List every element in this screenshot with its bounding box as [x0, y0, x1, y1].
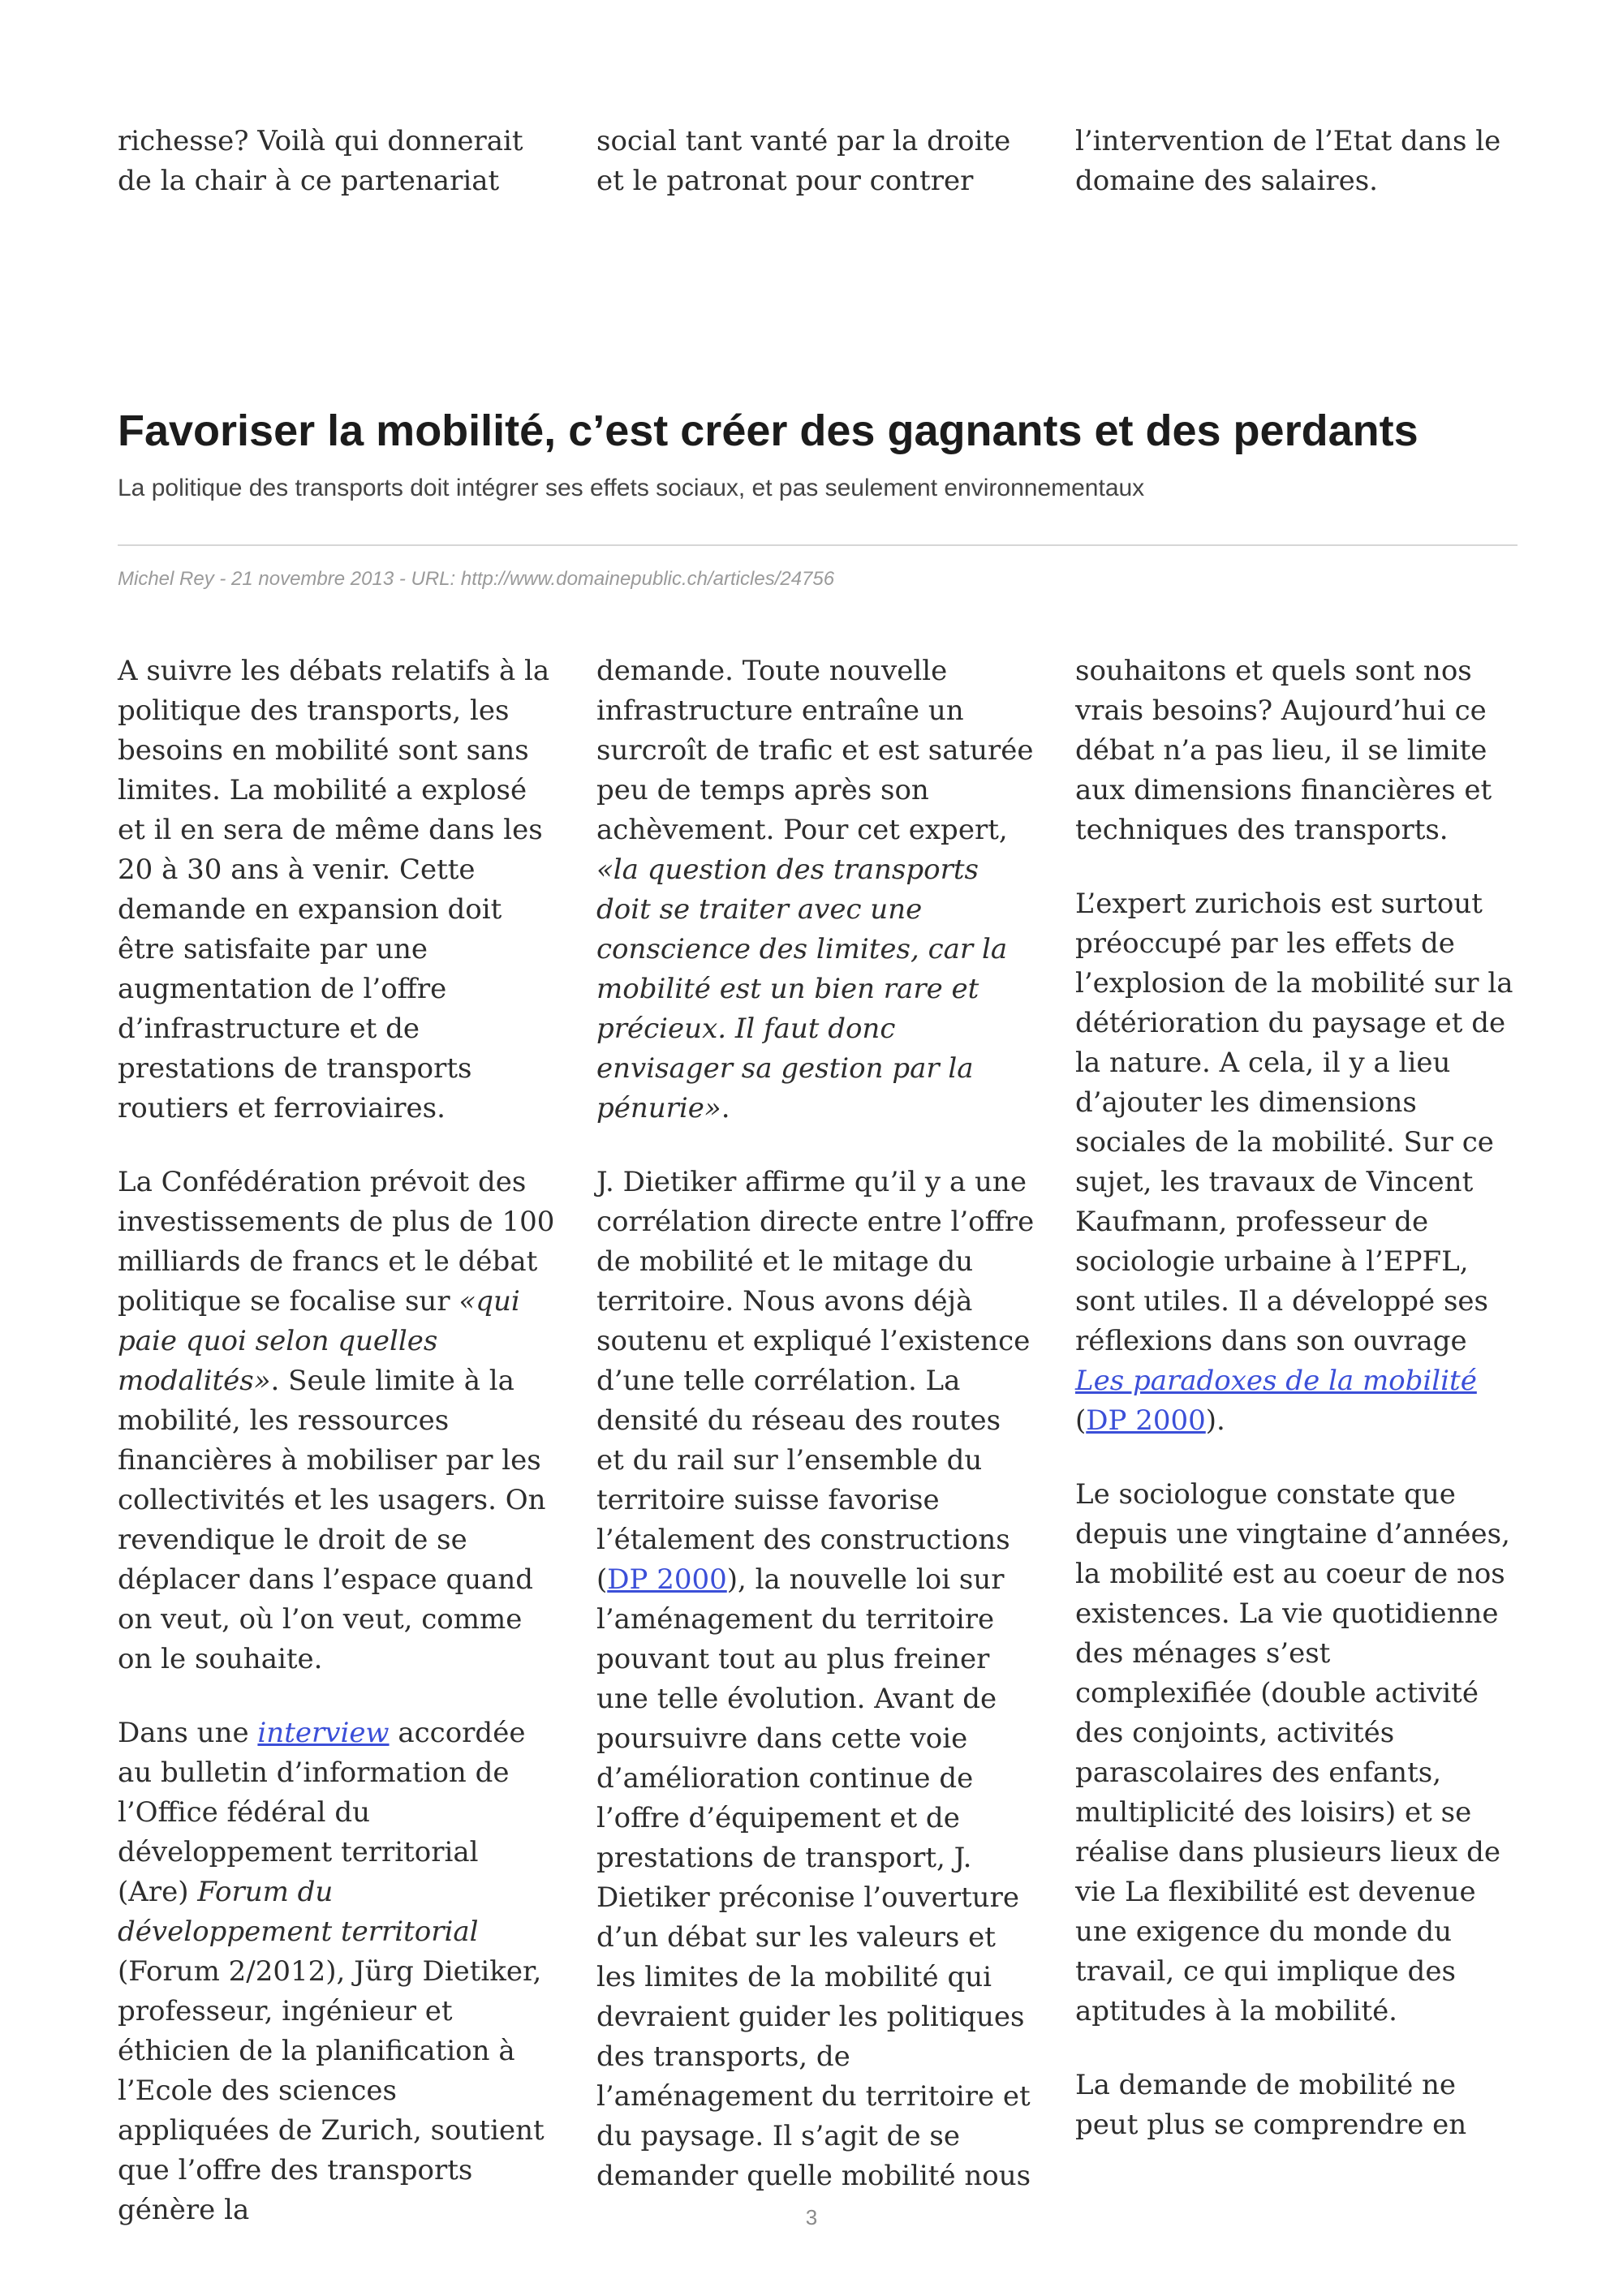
- paragraph-text: (: [1075, 1404, 1087, 1437]
- paragraph-text: L’expert zurichois est surtout préoccupé par les effets de l’explosion de la mobilité sur la détérioration du paysage et de la nature. A cela, il y a lieu d’ajouter les dimensions sociales de la mobilité. Sur ce sujet, les travaux de Vincent Kaufmann, professeur de sociologie urbaine à l’EPFL, sont utiles. Il a développé ses réflexions dans son ouvrage: [1075, 888, 1513, 1357]
- paragraph-text: demande. Toute nouvelle infrastructure entraîne un surcroît de trafic et est saturée peu de temps après son achèvement. Pour cet expert,: [596, 655, 1034, 846]
- fragment-column-3: [1075, 122, 1513, 235]
- article-subtitle: La politique des transports doit intégrer ses effets sociaux, et pas seulement environnementaux: [118, 475, 1145, 501]
- book-link[interactable]: Les paradoxes de la mobilité: [1075, 1365, 1477, 1397]
- body-column-3: [1075, 651, 1513, 2179]
- paragraph-text: (Forum 2/2012), Jürg Dietiker, professeur, ingénieur et éthicien de la planification à l’Ecole des sciences appliquées de Zurich, soutient que l’offre des transports génère la: [118, 1955, 545, 2226]
- paragraph-text: La Confédération prévoit des investissements de plus de 100 milliards de francs et le débat politique se focalise sur: [118, 1166, 555, 1318]
- paragraph: [596, 651, 1035, 1129]
- fragment-text: l’intervention de l’Etat dans le domaine des salaires.: [1075, 125, 1501, 197]
- article-meta: Michel Rey - 21 novembre 2013 - URL: http://www.domainepublic.ch/articles/24756: [118, 568, 835, 590]
- paragraph: [118, 1713, 556, 2230]
- paragraph: Le sociologue constate que depuis une vingtaine d’années, la mobilité est au coeur de nos existences. La vie quotidienne des ménages s’est complexifiée (double activité des conjoints, activités parascolaires des enfants, multiplicité des loisirs) et se réalise dans plusieurs lieux de vie La flexibilité est devenue une exigence du monde du travail, ce qui implique des aptitudes à la mobilité.: [1075, 1478, 1510, 2027]
- paragraph: souhaitons et quels sont nos vrais besoins? Aujourd’hui ce débat n’a pas lieu, il se limite aux dimensions financières et techniques des transports.: [1075, 655, 1492, 846]
- paragraph: [596, 1163, 1035, 2196]
- dp-2000-link[interactable]: DP 2000: [1086, 1404, 1206, 1437]
- paragraph: A suivre les débats relatifs à la politique des transports, les besoins en mobilité sont sans limites. La mobilité a explosé et il en sera de même dans les 20 à 30 ans à venir. Cette demande en expansion doit être satisfaite par une augmentation de l’offre d’infrastructure et de prestations de transports routiers et ferroviaires.: [118, 655, 550, 1124]
- paragraph: [1075, 884, 1513, 1441]
- quote-text: «la question des transports doit se traiter avec une conscience des limites, car la mobilité est un bien rare et précieux. Il faut donc envisager sa gestion par la pénurie»: [596, 853, 1008, 1124]
- paragraph-text: ), la nouvelle loi sur l’aménagement du territoire pouvant tout au plus freiner une telle évolution. Avant de poursuivre dans cette voie d’amélioration continue de l’offre d’équipement et de prestations de transport, J. Dietiker préconise l’ouverture d’un débat sur les valeurs et les limites de la mobilité qui devraient guider les politiques des transports, de l’aménagement du territoire et du paysage. Il s’agit de se demander quelle mobilité nous: [596, 1563, 1031, 2192]
- page-number: 3: [805, 2205, 818, 2229]
- paragraph-text: ).: [1205, 1404, 1225, 1437]
- header-divider: [118, 544, 1518, 546]
- paragraph: [118, 1163, 556, 1679]
- fragment-text: social tant vanté par la droite et le patronat pour contrer: [596, 125, 1011, 197]
- body-column-1: [118, 651, 556, 2264]
- article-title: Favoriser la mobilité, c’est créer des gagnants et des perdants: [118, 406, 1419, 455]
- paragraph-text: accordée au bulletin d’information de l’Office fédéral du développement territorial (Are): [118, 1717, 526, 1908]
- paragraph: La demande de mobilité ne peut plus se comprendre en: [1075, 2069, 1467, 2141]
- quote-text: «qui paie quoi selon quelles modalités»: [118, 1285, 520, 1397]
- paragraph-text: .: [721, 1092, 730, 1124]
- fragment-text: richesse? Voilà qui donnerait de la chair à ce partenariat: [118, 125, 523, 197]
- dp-2000-link[interactable]: DP 2000: [607, 1563, 727, 1596]
- fragment-column-2: [596, 122, 1035, 235]
- paragraph-text: J. Dietiker affirme qu’il y a une corrélation directe entre l’offre de mobilité et le mitage du territoire. Nous avons déjà soutenu et expliqué l’existence d’une telle corrélation. La densité du réseau des routes et du rail sur l’ensemble du territoire suisse favorise l’étalement des constructions (: [596, 1166, 1035, 1596]
- paragraph-text: . Seule limite à la mobilité, les ressources financières à mobiliser par les collectivités et les usagers. On revendique le droit de se déplacer dans l’espace quand on veut, où l’on veut, comme on le souhaite.: [118, 1365, 546, 1675]
- body-column-2: [596, 651, 1035, 2230]
- interview-link[interactable]: interview: [257, 1717, 390, 1749]
- publication-title: Forum du développement territorial: [118, 1876, 479, 1948]
- fragment-column-1: [118, 122, 556, 235]
- paragraph-text: Dans une: [118, 1717, 258, 1749]
